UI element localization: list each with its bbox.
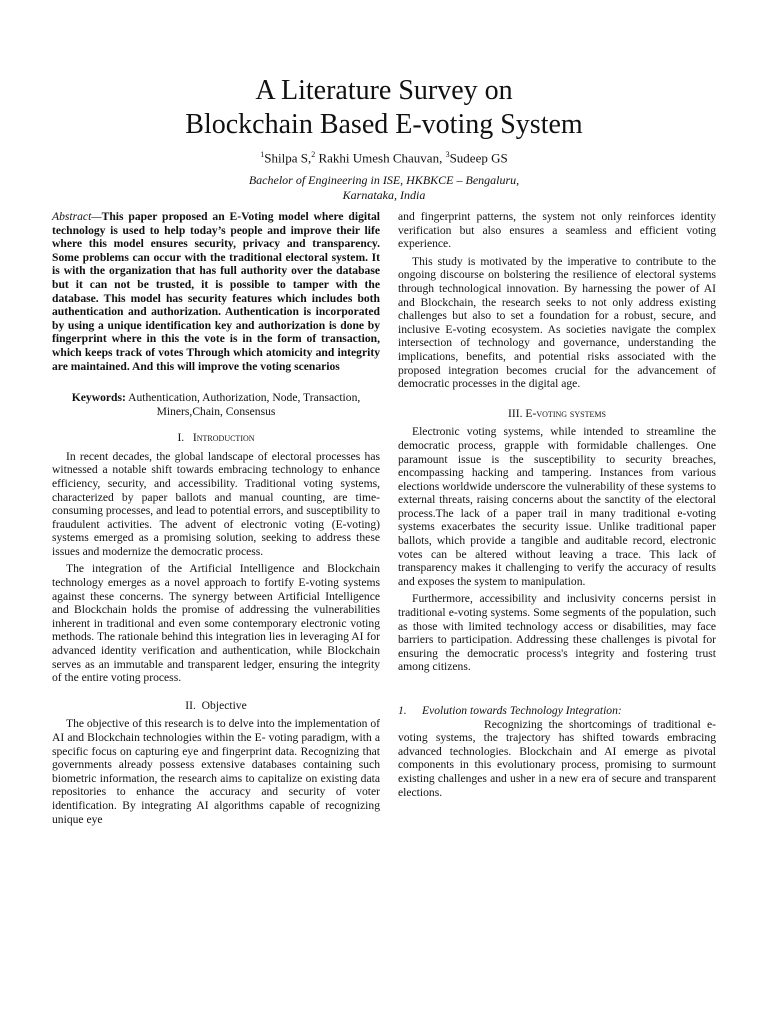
- paragraph: Electronic voting systems, while intended to streamline the democratic process, grapple with formidable challenges. One paramount issue is the susceptibility to security breaches, encompassing hacking and tampering. Instances from various elections worldwide underscore the vulnerability of these systems to external threats, raising concerns about the sanctity of the electoral process.The lack of a paper trail in many traditional e-voting systems exacerbates the security issue. Unlike traditional paper ballots, which provide a tangible and auditable record, electronic votes can be altered without leaving a trace. This lack of transparency makes it challenging to verify the accuracy of results and exposes the system to manipulation.: [398, 425, 716, 588]
- abstract-lead: Abstract—: [52, 210, 102, 223]
- paragraph: In recent decades, the global landscape of electoral processes has witnessed a notable shift towards embracing technology to enhance efficiency, security, and accessibility. Traditional voting systems, characterized by paper ballots and manual counting, are time-consuming processes, and lead to potential errors, and susceptibility to fraudulent activities. The advent of electronic voting (E-voting) systems emerged as a promising solution, seeking to address these issues and modernize the democratic process.: [52, 449, 380, 558]
- abstract: [52, 210, 380, 373]
- section-heading-introduction: [52, 431, 380, 445]
- paragraph: Recognizing the shortcomings of traditional e-voting systems, the trajectory has shifted towards embracing advanced technologies. Blockchain and AI emerge as pivotal components in this evolutionary process, promising to surmount existing challenges and usher in a new era of secure and transparent elections.: [398, 717, 716, 799]
- section-number: I.: [177, 431, 185, 445]
- affiliation-line-1: Bachelor of Engineering in ISE, HKBKCE – Bengaluru,: [248, 173, 520, 187]
- keywords: [52, 391, 380, 419]
- right-column: [398, 210, 716, 799]
- section-heading-evoting-systems: [398, 407, 716, 421]
- author-list: [0, 150, 768, 166]
- subsection-heading-evolution: [398, 704, 716, 718]
- author-1-affil-mark: 1: [260, 150, 265, 159]
- paragraph: and fingerprint patterns, the system not only reinforces identity verification but also ensures a seamless and efficient voting experience.: [398, 210, 716, 251]
- paragraph: The integration of the Artificial Intelligence and Blockchain technology emerges as a novel approach to fortify E-voting systems against these concerns. The synergy between Artificial Intelligence and Blockchain holds the promise of addressing the vulnerabilities inherent in traditional and even some contemporary electronic voting methods. The rationale behind this integration lies in leveraging AI for advanced identity verification and authentication, while Blockchain serves as an immutable and transparent ledger, ensuring the integrity of the entire voting process.: [52, 562, 380, 685]
- affiliation-line-2: Karnataka, India: [342, 188, 426, 202]
- abstract-text: This paper proposed an E-Voting model where digital technology is used to help today’s people and improve their life where this model ensures security, privacy and transparency. Some problems can occur with the traditional electoral system. It is with the organization that has full authority over the database but it can not be trusted, it is possible to tamper with the database. This model has security features which includes both authentication and authorization. Authentication is incorporated by using a unique identification key and authorization is done by fingerprint where in this the vote is in the form of transaction, which keeps track of votes Through which atomicity and integrity are maintained. And this will improve the voting scenarios: [52, 210, 380, 373]
- author-3-affil-mark: 3: [445, 150, 450, 159]
- paragraph: The objective of this research is to delve into the implementation of AI and Blockchain technologies within the E- voting paradigm, with a specific focus on capturing eye and fingerprint data. Recognizing that governments already possess extensive databases containing such biometric information, the research aims to capitalize on existing data repositories to enhance the accuracy and security of voter identification. By integrating AI algorithms capable of recognizing unique eye: [52, 717, 380, 826]
- author-1: Shilpa S,: [264, 150, 312, 166]
- section-number: III.: [508, 406, 523, 420]
- subsection-title: Evolution towards Technology Integration:: [422, 704, 622, 717]
- section-number: II.: [185, 698, 196, 712]
- author-2: Rakhi Umesh Chauvan,: [315, 150, 446, 166]
- paper-title: [0, 74, 768, 142]
- section-title: Objective: [201, 698, 247, 712]
- paragraph: This study is motivated by the imperative to contribute to the ongoing discourse on bolstering the resilience of electoral systems through technological innovation. By harnessing the power of AI and Blockchain, the research seeks to not only address existing challenges but also to set a foundation for a robust, secure, and inclusive E-voting ecosystem. As societies navigate the complex intersection of technology and governance, understanding the implications, benefits, and potential risks associated with the proposed integration becomes crucial for the advancement of democratic processes in the digital age.: [398, 254, 716, 391]
- keywords-text: Authentication, Authorization, Node, Transaction, Miners,Chain, Consensus: [125, 391, 361, 419]
- section-title: Introduction: [192, 431, 255, 445]
- author-3: Sudeep GS: [449, 150, 508, 166]
- paper-title-line-1: A Literature Survey on: [255, 75, 513, 106]
- keywords-label: Keywords:: [71, 391, 126, 405]
- left-column: [52, 210, 380, 826]
- author-2-affil-mark: 2: [311, 150, 316, 159]
- section-heading-objective: [52, 699, 380, 713]
- section-title: voting systems: [536, 406, 606, 420]
- section-title-prefix: E-: [525, 406, 537, 420]
- paper-title-line-2: Blockchain Based E-voting System: [185, 109, 583, 140]
- subsection-number: 1.: [398, 704, 407, 717]
- paragraph: Furthermore, accessibility and inclusivity concerns persist in traditional e-voting systems. Some segments of the population, such as those with limited technology access or disabilities, may face barriers to participation. Addressing these challenges is pivotal for ensuring the democratic process's integrity and fostering trust among citizens.: [398, 592, 716, 674]
- affiliation: [0, 173, 768, 203]
